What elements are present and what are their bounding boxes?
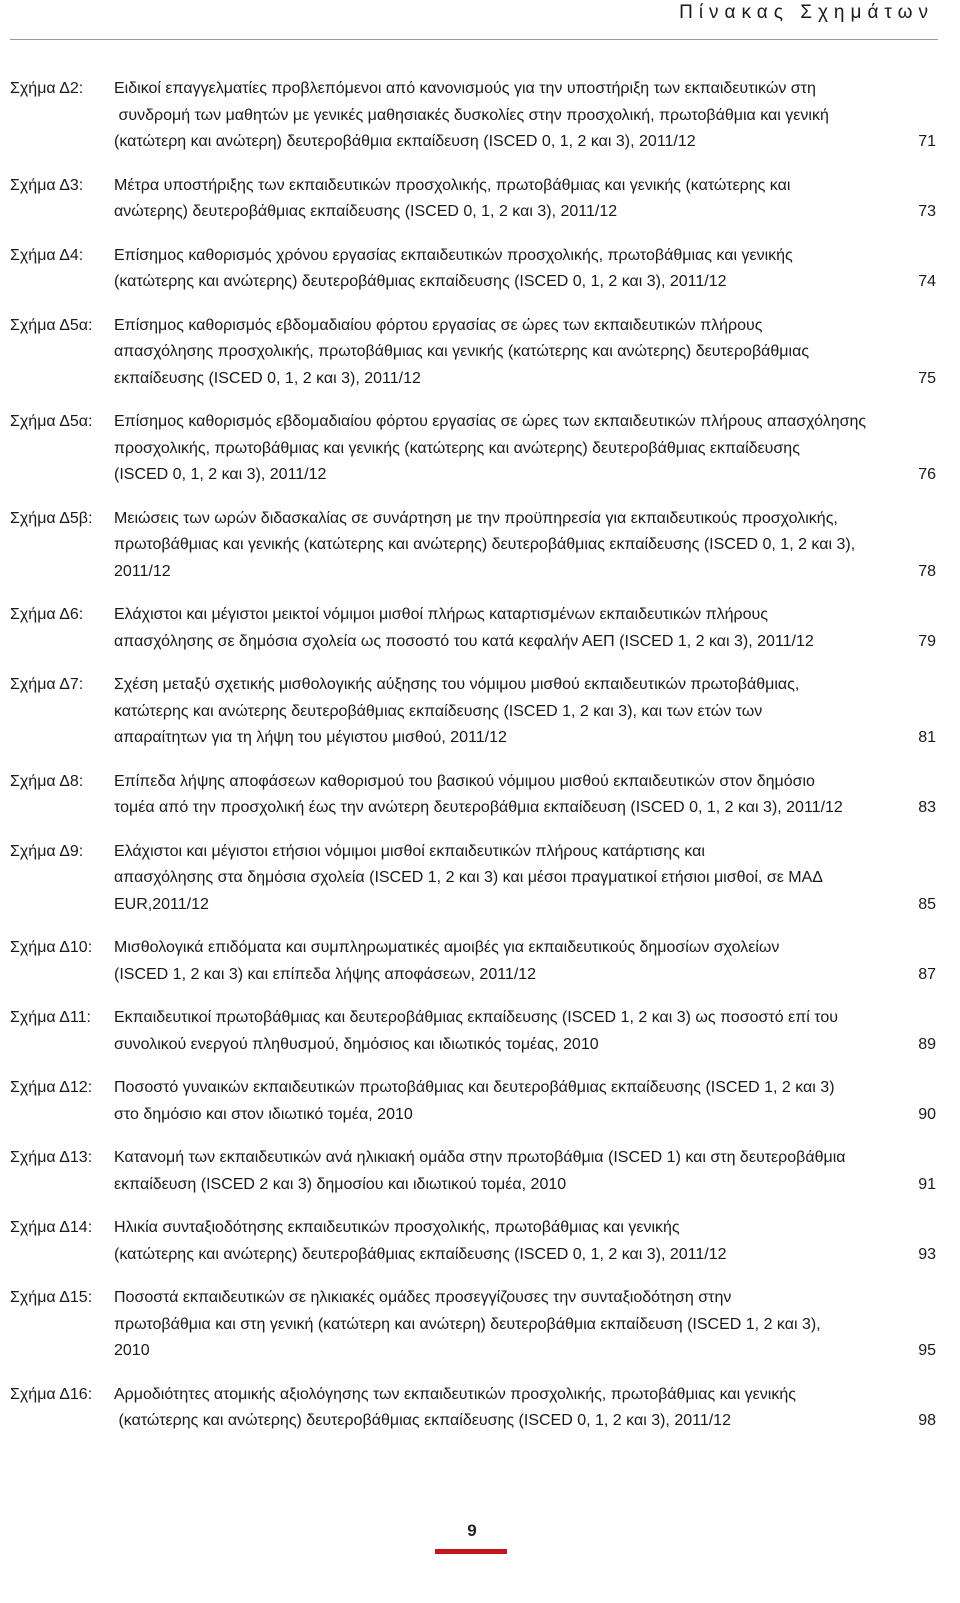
figure-title-line: (κατώτερης και ανώτερης) δευτεροβάθμιας εκπαίδευσης (ISCED 0, 1, 2 και 3), 2011/12 [114,1412,731,1429]
figure-title-line: απασχόλησης προσχολικής, πρωτοβάθμιας και γενικής (κατώτερης και ανώτερης) δευτεροβάθμιας [114,343,810,360]
figure-page-number: 90 [918,1105,936,1123]
toc-entry[interactable] [10,1382,938,1435]
figure-title-line: στο δημόσιο και στον ιδιωτικό τομέα, 2010 [114,1105,413,1123]
figure-title-line: απασχόλησης στα δημόσια σχολεία (ISCED 1, 2 και 3) και μέσοι πραγματικοί ετήσιοι μισθοί, σε ΜΑΔ [114,869,823,886]
figure-page-number: 79 [918,632,936,650]
figure-title-line: απασχόλησης σε δημόσια σχολεία ως ποσοστό του κατά κεφαλήν ΑΕΠ (ISCED 1, 2 και 3), 2011/12 [114,632,814,650]
figure-label: Σχήμα Δ15: [10,1289,93,1306]
figure-label: Σχήμα Δ16: [10,1385,93,1403]
table-of-figures [10,76,938,1435]
figure-page-number: 98 [918,1412,936,1429]
figure-title-line: Μέτρα υποστήριξης των εκπαιδευτικών προσχολικής, πρωτοβάθμιας και γενικής (κατώτερης και [114,176,791,194]
figure-page-number: 78 [918,562,936,580]
page-number-accent-bar [435,1549,507,1554]
figure-page-number: 93 [918,1245,936,1263]
figure-title-line: συνολικού ενεργού πληθυσμού, δημόσιος και ιδιωτικός τομέας, 2010 [114,1035,599,1053]
figure-title [114,313,914,393]
figure-label: Σχήμα Δ3: [10,176,84,194]
figure-title-line: Σχέση μεταξύ σχετικής μισθολογικής αύξησης του νόμιμου μισθού εκπαιδευτικών πρωτοβάθμιας, [114,676,800,693]
page-number: 9 [467,1521,477,1540]
figure-label: Σχήμα Δ8: [10,772,84,790]
figure-title-line: (κατώτερης και ανώτερης) δευτεροβάθμιας εκπαίδευσης (ISCED 0, 1, 2 και 3), 2011/12 [114,273,727,290]
figure-page-number: 91 [918,1175,936,1193]
toc-entry[interactable] [10,313,938,393]
toc-entry[interactable] [10,935,938,988]
figure-title [114,769,914,822]
figure-title [114,839,914,919]
figure-title-line: Αρμοδιότητες ατομικής αξιολόγησης των εκπαιδευτικών προσχολικής, πρωτοβάθμιας και γενικής [114,1385,796,1403]
figure-title-line: Επίσημος καθορισμός εβδομαδιαίου φόρτου εργασίας σε ώρες των εκπαιδευτικών πλήρους [114,316,763,334]
toc-entry[interactable] [10,1285,938,1365]
figure-title-line: πρωτοβάθμια και στη γενική (κατώτερη και ανώτερη) δευτεροβάθμια εκπαίδευση (ISCED 1, 2 και 3), [114,1315,821,1333]
toc-entry[interactable] [10,769,938,822]
figure-title [114,1075,914,1128]
figure-title [114,173,914,226]
figure-page-number: 81 [918,729,936,746]
toc-entry[interactable] [10,1005,938,1058]
figure-title-line: Εκπαιδευτικοί πρωτοβάθμιας και δευτεροβάθμιας εκπαίδευσης (ISCED 1, 2 και 3) ως ποσοστό επί του [114,1009,838,1026]
figure-title-line: τομέα από την προσχολική έως την ανώτερη δευτεροβάθμια εκπαίδευση (ISCED 0, 1, 2 και 3), 2011/12 [114,799,843,816]
figure-title-line: συνδρομή των μαθητών με γενικές μαθησιακές δυσκολίες στην προσχολική, πρωτοβάθμια και γενική [114,106,829,124]
figure-title [114,1285,914,1365]
figure-title-line: εκπαίδευση (ISCED 2 και 3) δημοσίου και ιδιωτικού τομέα, 2010 [114,1175,567,1193]
figure-title-line: (κατώτερη και ανώτερη) δευτεροβάθμια εκπαίδευση (ISCED 0, 1, 2 και 3), 2011/12 [114,133,696,150]
figure-title-line: (κατώτερης και ανώτερης) δευτεροβάθμιας εκπαίδευσης (ISCED 0, 1, 2 και 3), 2011/12 [114,1245,727,1263]
figure-label: Σχήμα Δ5α: [10,413,93,430]
figure-title-line: 2011/12 [114,562,171,580]
figure-title-line: προσχολικής, πρωτοβάθμιας και γενικής (κατώτερης και ανώτερης) δευτεροβάθμιας εκπαίδευσης [114,439,800,457]
page-header-title: Πίνακας Σχημάτων [679,2,934,23]
figure-title-line: Ποσοστό γυναικών εκπαιδευτικών πρωτοβάθμιας και δευτεροβάθμιας εκπαίδευσης (ISCED 1, 2 και 3) [114,1079,835,1096]
figure-page-number: 89 [918,1035,936,1053]
figure-page-number: 71 [918,133,936,150]
figure-title [114,409,914,489]
figure-title-line: Ποσοστά εκπαιδευτικών σε ηλικιακές ομάδες προσεγγίζουσες την συνταξιοδότηση στην [114,1289,732,1306]
figure-title [114,1145,914,1198]
figure-title [114,602,914,655]
figure-label: Σχήμα Δ12: [10,1079,93,1096]
toc-entry[interactable] [10,243,938,296]
figure-label: Σχήμα Δ5α: [10,316,93,334]
figure-page-number: 83 [918,799,936,816]
figure-title-line: EUR,2011/12 [114,895,209,913]
toc-entry[interactable] [10,506,938,586]
figure-title [114,76,914,156]
figure-title-line: Ελάχιστοι και μέγιστοι μεικτοί νόμιμοι μισθοί πλήρως καταρτισμένων εκπαιδευτικών πλήρους [114,606,769,623]
toc-entry[interactable] [10,409,938,489]
figure-title-line: Κατανομή των εκπαιδευτικών ανά ηλικιακή ομάδα στην πρωτοβάθμια (ISCED 1) και στη δευτεροβάθμια [114,1149,846,1166]
figure-page-number: 73 [918,203,936,220]
figure-title-line: πρωτοβάθμιας και γενικής (κατώτερης και ανώτερης) δευτεροβάθμιας εκπαίδευσης (ISCED 0, 1, 2 και 3), [114,536,856,553]
figure-label: Σχήμα Δ10: [10,939,93,956]
toc-entry[interactable] [10,1145,938,1198]
toc-entry[interactable] [10,1075,938,1128]
figure-label: Σχήμα Δ14: [10,1219,93,1236]
figure-label: Σχήμα Δ13: [10,1149,93,1166]
figure-title-line: Επίσημος καθορισμός χρόνου εργασίας εκπαιδευτικών προσχολικής, πρωτοβάθμιας και γενικής [114,246,793,264]
figure-title [114,1215,914,1268]
figure-title-line: 2010 [114,1342,150,1359]
figure-page-number: 76 [918,466,936,483]
figure-title-line: κατώτερης και ανώτερης δευτεροβάθμιας εκπαίδευσης (ISCED 1, 2 και 3), και των ετών των [114,702,763,720]
figure-title-line: εκπαίδευσης (ISCED 0, 1, 2 και 3), 2011/12 [114,369,421,387]
figure-title [114,935,914,988]
toc-entry[interactable] [10,173,938,226]
figure-page-number: 85 [918,895,936,913]
figure-label: Σχήμα Δ5β: [10,509,93,527]
figure-page-number: 87 [918,965,936,983]
figure-label: Σχήμα Δ7: [10,676,84,693]
figure-label: Σχήμα Δ11: [10,1009,91,1026]
figure-title [114,506,914,586]
figure-title-line: Μειώσεις των ωρών διδασκαλίας σε συνάρτηση με την προϋπηρεσία για εκπαιδευτικούς προσχολικής, [114,509,838,527]
figure-page-number: 74 [918,273,936,290]
figure-title-line: Ειδικοί επαγγελματίες προβλεπόμενοι από κανονισμούς για την υποστήριξη των εκπαιδευτικών στη [114,80,816,97]
figure-title-line: απαραίτητων για τη λήψη του μέγιστου μισθού, 2011/12 [114,729,507,746]
toc-entry[interactable] [10,1215,938,1268]
figure-title-line: Επίπεδα λήψης αποφάσεων καθορισμού του βασικού νόμιμου μισθού εκπαιδευτικών στον δημόσιο [114,772,815,790]
figure-title [114,1382,914,1435]
figure-page-number: 95 [918,1342,936,1359]
figure-title [114,1005,914,1058]
header-divider [10,39,938,40]
figure-label: Σχήμα Δ9: [10,842,84,860]
toc-entry[interactable] [10,839,938,919]
figure-title-line: Ελάχιστοι και μέγιστοι ετήσιοι νόμιμοι μισθοί εκπαιδευτικών πλήρους κατάρτισης και [114,842,705,860]
figure-title-line: Μισθολογικά επιδόματα και συμπληρωματικές αμοιβές για εκπαιδευτικούς δημοσίων σχολείων [114,939,780,956]
figure-title [114,672,914,752]
figure-title-line: Ηλικία συνταξιοδότησης εκπαιδευτικών προσχολικής, πρωτοβάθμιας και γενικής [114,1219,680,1236]
toc-entry[interactable] [10,602,938,655]
figure-label: Σχήμα Δ6: [10,606,84,623]
toc-entry[interactable] [10,672,938,752]
toc-entry[interactable] [10,76,938,156]
figure-title-line: (ISCED 0, 1, 2 και 3), 2011/12 [114,466,327,483]
figure-title [114,243,914,296]
figure-title-line: Επίσημος καθορισμός εβδομαδιαίου φόρτου εργασίας σε ώρες των εκπαιδευτικών πλήρους απασχόλησης [114,413,867,430]
figure-title-line: (ISCED 1, 2 και 3) και επίπεδα λήψης αποφάσεων, 2011/12 [114,965,537,983]
figure-title-line: ανώτερης) δευτεροβάθμιας εκπαίδευσης (ISCED 0, 1, 2 και 3), 2011/12 [114,203,618,220]
figure-label: Σχήμα Δ2: [10,80,84,97]
figure-label: Σχήμα Δ4: [10,246,84,264]
figure-page-number: 75 [918,369,936,387]
